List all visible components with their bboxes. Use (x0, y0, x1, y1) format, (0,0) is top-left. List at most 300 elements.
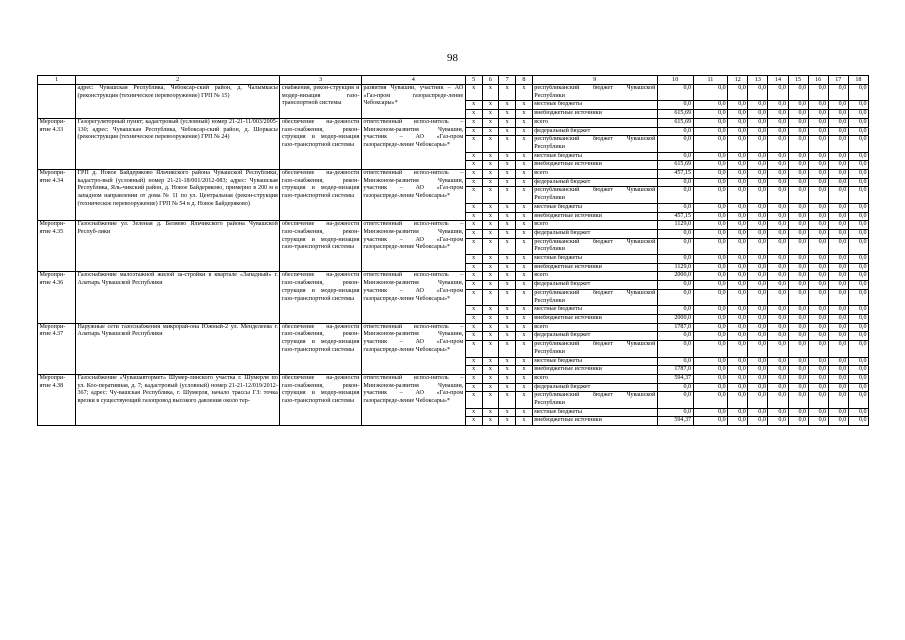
code-cell: x (499, 272, 516, 281)
amount-cell: 0,0 (748, 221, 768, 230)
code-cell: x (465, 383, 482, 392)
amount-cell: 0,0 (728, 255, 748, 264)
code-cell: x (499, 323, 516, 332)
amount-cell: 0,0 (657, 341, 693, 357)
code-cell: x (482, 101, 499, 110)
column-number: 2 (75, 76, 279, 85)
amount-cell: 0,0 (808, 178, 828, 187)
column-number: 5 (465, 76, 482, 85)
amount-cell: 0,0 (748, 374, 768, 383)
amount-cell: 0,0 (728, 332, 748, 341)
funding-source: республиканский бюджет Чувашской Республики (532, 85, 657, 101)
code-cell: x (516, 136, 533, 152)
amount-cell: 0,0 (768, 238, 788, 254)
amount-cell: 0,0 (768, 127, 788, 136)
amount-cell: 0,0 (828, 229, 848, 238)
code-cell: x (499, 85, 516, 101)
code-cell: x (499, 110, 516, 119)
code-cell: x (499, 187, 516, 203)
amount-cell: 0,0 (768, 374, 788, 383)
code-cell: x (499, 212, 516, 221)
activity-executor: ответственный испол-нитель – Минэконом-развития Чувашии, участник – АО «Газ-пром газораспреде-ление Чебоксары»* (361, 221, 465, 272)
amount-cell: 0,0 (768, 229, 788, 238)
amount-cell: 0,0 (748, 392, 768, 408)
amount-cell: 0,0 (788, 332, 808, 341)
funding-source: федеральный бюджет (532, 229, 657, 238)
amount-cell: 0,0 (788, 178, 808, 187)
amount-cell: 0,0 (848, 161, 868, 170)
activity-executor: ответственный испол-нитель – Минэконом-развития Чувашии, участник – АО «Газ-пром газораспреде-ление Чебоксары»* (361, 272, 465, 323)
amount-cell: 0,0 (728, 392, 748, 408)
activity-label: Меропри-ятие 4.37 (38, 323, 76, 374)
column-number: 8 (516, 76, 533, 85)
code-cell: x (516, 332, 533, 341)
amount-cell: 0,0 (657, 408, 693, 417)
activity-name: ГРП д. Новое Байдеряково Яльчикского района Чувашской Республики, кадастро-вый (условный) номер 21-21-18/001/2012-083; адрес: Чувашская Республика, Яль-чикский район, д. Новое Байдеряково, примерно в 200 м в западном направлении от дома № 11 по ул. Центральная (рекон-струкция (техническое перевооружение) ГРП № 54 в д. Новое Байдеряково) (75, 170, 279, 221)
code-cell: x (482, 392, 499, 408)
amount-cell: 0,0 (808, 170, 828, 179)
amount-cell: 0,0 (768, 203, 788, 212)
code-cell: x (516, 314, 533, 323)
amount-cell: 0,0 (788, 263, 808, 272)
amount-cell: 0,0 (657, 306, 693, 315)
code-cell: x (465, 332, 482, 341)
amount-cell: 0,0 (848, 136, 868, 152)
code-cell: x (465, 118, 482, 127)
amount-cell: 0,0 (693, 238, 728, 254)
code-cell: x (499, 203, 516, 212)
code-cell: x (465, 101, 482, 110)
funding-source: республиканский бюджет Чувашской Республики (532, 392, 657, 408)
activity-executor: ответственный испол-нитель – Минэконом-развития Чувашии, участник – АО «Газ-пром газораспреде-ление Чебоксары»* (361, 374, 465, 425)
code-cell: x (499, 281, 516, 290)
amount-cell: 0,0 (828, 383, 848, 392)
amount-cell: 0,0 (728, 289, 748, 305)
funding-source: республиканский бюджет Чувашской Республики (532, 341, 657, 357)
amount-cell: 0,0 (788, 408, 808, 417)
code-cell: x (465, 255, 482, 264)
program-table (37, 75, 869, 426)
code-cell: x (499, 392, 516, 408)
amount-cell: 0,0 (808, 127, 828, 136)
amount-cell: 0,0 (657, 383, 693, 392)
table-row (38, 118, 869, 127)
column-number: 10 (657, 76, 693, 85)
amount-cell: 0,0 (728, 212, 748, 221)
funding-source: всего (532, 374, 657, 383)
code-cell: x (482, 85, 499, 101)
amount-cell: 0,0 (808, 118, 828, 127)
code-cell: x (465, 187, 482, 203)
amount-cell: 0,0 (728, 272, 748, 281)
amount-cell: 0,0 (728, 263, 748, 272)
code-cell: x (516, 229, 533, 238)
amount-cell: 0,0 (808, 203, 828, 212)
code-cell: x (482, 118, 499, 127)
amount-cell: 0,0 (788, 314, 808, 323)
code-cell: x (482, 212, 499, 221)
amount-cell: 0,0 (848, 178, 868, 187)
amount-cell: 615,69 (657, 161, 693, 170)
amount-cell: 0,0 (788, 272, 808, 281)
amount-cell: 0,0 (657, 392, 693, 408)
amount-cell: 0,0 (828, 332, 848, 341)
amount-cell: 0,0 (848, 306, 868, 315)
amount-cell: 0,0 (808, 110, 828, 119)
amount-cell: 0,0 (808, 255, 828, 264)
amount-cell: 0,0 (728, 229, 748, 238)
code-cell: x (465, 323, 482, 332)
amount-cell: 0,0 (808, 187, 828, 203)
amount-cell: 0,0 (768, 417, 788, 426)
amount-cell: 0,0 (657, 178, 693, 187)
amount-cell: 0,0 (828, 238, 848, 254)
amount-cell: 0,0 (848, 263, 868, 272)
amount-cell: 0,0 (693, 314, 728, 323)
activity-goal: снабжения, рекон-струкция и модер-низация газо-транспортной системы (280, 85, 362, 119)
code-cell: x (516, 238, 533, 254)
amount-cell: 0,0 (748, 306, 768, 315)
amount-cell: 0,0 (748, 314, 768, 323)
code-cell: x (482, 323, 499, 332)
amount-cell: 0,0 (788, 341, 808, 357)
amount-cell: 0,0 (693, 127, 728, 136)
code-cell: x (499, 101, 516, 110)
activity-name: Наружные сети газоснабжения микрорай-она Южный-2 ул. Менделеева г. Алатырь Чувашской Республики (75, 323, 279, 374)
code-cell: x (499, 136, 516, 152)
amount-cell: 0,0 (748, 289, 768, 305)
amount-cell: 0,0 (788, 161, 808, 170)
code-cell: x (516, 383, 533, 392)
amount-cell: 0,0 (693, 392, 728, 408)
amount-cell: 0,0 (693, 110, 728, 119)
amount-cell: 0,0 (728, 408, 748, 417)
amount-cell: 0,0 (768, 263, 788, 272)
amount-cell: 0,0 (808, 341, 828, 357)
amount-cell: 0,0 (693, 136, 728, 152)
amount-cell: 0,0 (848, 392, 868, 408)
code-cell: x (482, 127, 499, 136)
code-cell: x (482, 357, 499, 366)
amount-cell: 0,0 (748, 170, 768, 179)
amount-cell: 0,0 (768, 323, 788, 332)
amount-cell: 0,0 (808, 366, 828, 375)
amount-cell: 0,0 (828, 289, 848, 305)
code-cell: x (516, 101, 533, 110)
amount-cell: 0,0 (693, 281, 728, 290)
amount-cell: 0,0 (788, 238, 808, 254)
amount-cell: 0,0 (828, 85, 848, 101)
code-cell: x (516, 366, 533, 375)
code-cell: x (499, 357, 516, 366)
amount-cell: 0,0 (808, 85, 828, 101)
amount-cell: 0,0 (848, 85, 868, 101)
amount-cell: 0,0 (828, 366, 848, 375)
amount-cell: 0,0 (768, 221, 788, 230)
code-cell: x (465, 306, 482, 315)
code-cell: x (482, 229, 499, 238)
amount-cell: 0,0 (828, 152, 848, 161)
amount-cell: 0,0 (828, 281, 848, 290)
amount-cell: 0,0 (848, 152, 868, 161)
amount-cell: 0,0 (748, 203, 768, 212)
amount-cell: 0,0 (748, 85, 768, 101)
code-cell: x (482, 110, 499, 119)
amount-cell: 0,0 (808, 229, 828, 238)
activity-name: Газоснабжение малоэтажной жилой за-стройки в квартале «Западный» г. Алатырь Чувашской Республики (75, 272, 279, 323)
code-cell: x (516, 323, 533, 332)
column-number: 15 (788, 76, 808, 85)
amount-cell: 0,0 (768, 170, 788, 179)
code-cell: x (465, 229, 482, 238)
code-cell: x (499, 178, 516, 187)
code-cell: x (482, 332, 499, 341)
activity-name: Газоснабжение ул. Зеленая д. Беляево Яльчикского района Чувашской Респуб-лики (75, 221, 279, 272)
funding-source: федеральный бюджет (532, 281, 657, 290)
amount-cell: 0,0 (657, 203, 693, 212)
amount-cell: 0,0 (728, 357, 748, 366)
funding-source: местные бюджеты (532, 152, 657, 161)
amount-cell: 0,0 (657, 85, 693, 101)
code-cell: x (516, 417, 533, 426)
code-cell: x (516, 110, 533, 119)
amount-cell: 0,0 (848, 118, 868, 127)
amount-cell: 0,0 (728, 417, 748, 426)
amount-cell: 0,0 (848, 110, 868, 119)
activity-goal: обеспечение на-дежности газо-снабжения, рекон-струкция и модер-низация газо-транспортной системы (280, 323, 362, 374)
amount-cell: 0,0 (693, 383, 728, 392)
amount-cell: 0,0 (788, 323, 808, 332)
code-cell: x (499, 306, 516, 315)
activity-label: Меропри-ятие 4.34 (38, 170, 76, 221)
code-cell: x (482, 306, 499, 315)
amount-cell: 0,0 (768, 118, 788, 127)
amount-cell: 0,0 (693, 212, 728, 221)
amount-cell: 0,0 (693, 417, 728, 426)
column-number: 9 (532, 76, 657, 85)
amount-cell: 0,0 (768, 161, 788, 170)
amount-cell: 0,0 (728, 281, 748, 290)
code-cell: x (516, 212, 533, 221)
amount-cell: 0,0 (848, 332, 868, 341)
amount-cell: 0,0 (788, 357, 808, 366)
code-cell: x (516, 161, 533, 170)
code-cell: x (499, 417, 516, 426)
amount-cell: 0,0 (693, 341, 728, 357)
activity-goal: обеспечение на-дежности газо-снабжения, рекон-струкция и модер-низация газо-транспортной системы (280, 374, 362, 425)
code-cell: x (499, 374, 516, 383)
amount-cell: 0,0 (748, 341, 768, 357)
code-cell: x (482, 341, 499, 357)
funding-source: федеральный бюджет (532, 127, 657, 136)
code-cell: x (516, 203, 533, 212)
amount-cell: 0,0 (728, 221, 748, 230)
table-row (38, 85, 869, 101)
amount-cell: 0,0 (808, 212, 828, 221)
amount-cell: 0,0 (657, 289, 693, 305)
amount-cell: 0,0 (768, 332, 788, 341)
amount-cell: 0,0 (808, 374, 828, 383)
amount-cell: 0,0 (788, 392, 808, 408)
amount-cell: 0,0 (828, 417, 848, 426)
amount-cell: 0,0 (828, 187, 848, 203)
amount-cell: 0,0 (828, 255, 848, 264)
code-cell: x (499, 127, 516, 136)
funding-source: внебюджетные источники (532, 212, 657, 221)
amount-cell: 0,0 (808, 323, 828, 332)
code-cell: x (499, 161, 516, 170)
funding-source: республиканский бюджет Чувашской Республики (532, 238, 657, 254)
activity-label: Меропри-ятие 4.38 (38, 374, 76, 425)
amount-cell: 0,0 (748, 229, 768, 238)
amount-cell: 0,0 (693, 323, 728, 332)
amount-cell: 0,0 (808, 357, 828, 366)
amount-cell: 0,0 (768, 85, 788, 101)
code-cell: x (499, 221, 516, 230)
code-cell: x (499, 170, 516, 179)
amount-cell: 0,0 (848, 229, 868, 238)
code-cell: x (482, 152, 499, 161)
amount-cell: 0,0 (848, 272, 868, 281)
amount-cell: 0,0 (848, 289, 868, 305)
code-cell: x (482, 383, 499, 392)
amount-cell: 0,0 (848, 170, 868, 179)
amount-cell: 0,0 (768, 101, 788, 110)
amount-cell: 0,0 (788, 306, 808, 315)
amount-cell: 0,0 (808, 408, 828, 417)
amount-cell: 0,0 (693, 152, 728, 161)
amount-cell: 0,0 (788, 85, 808, 101)
amount-cell: 615,69 (657, 118, 693, 127)
amount-cell: 0,0 (768, 306, 788, 315)
amount-cell: 0,0 (728, 152, 748, 161)
amount-cell: 0,0 (728, 238, 748, 254)
activity-executor: ответственный испол-нитель – Минэконом-развития Чувашии, участник – АО «Газ-пром газораспреде-ление Чебоксары»* (361, 170, 465, 221)
code-cell: x (482, 263, 499, 272)
code-cell: x (465, 417, 482, 426)
funding-source: всего (532, 221, 657, 230)
amount-cell: 0,0 (788, 127, 808, 136)
amount-cell: 0,0 (693, 357, 728, 366)
amount-cell: 0,0 (748, 281, 768, 290)
amount-cell: 615,69 (657, 110, 693, 119)
funding-source: местные бюджеты (532, 255, 657, 264)
code-cell: x (465, 357, 482, 366)
amount-cell: 0,0 (748, 187, 768, 203)
code-cell: x (465, 263, 482, 272)
code-cell: x (516, 281, 533, 290)
amount-cell: 0,0 (848, 212, 868, 221)
amount-cell: 1787,0 (657, 366, 693, 375)
funding-source: внебюджетные источники (532, 366, 657, 375)
amount-cell: 0,0 (693, 229, 728, 238)
funding-source: внебюджетные источники (532, 161, 657, 170)
amount-cell: 0,0 (768, 357, 788, 366)
code-cell: x (499, 366, 516, 375)
code-cell: x (482, 366, 499, 375)
code-cell: x (499, 332, 516, 341)
amount-cell: 0,0 (768, 289, 788, 305)
amount-cell: 0,0 (748, 161, 768, 170)
amount-cell: 0,0 (748, 417, 768, 426)
funding-source: всего (532, 170, 657, 179)
amount-cell: 0,0 (808, 281, 828, 290)
column-number: 17 (828, 76, 848, 85)
amount-cell: 0,0 (768, 383, 788, 392)
code-cell: x (465, 392, 482, 408)
column-number: 7 (499, 76, 516, 85)
activity-name: Газоснабжение «Чувашавтормет» Шумер-линского участка г. Шумерля по ул. Коо-перативная, д. 7; кадастровый (условный) номер 21-21-12/019/2012-367; адрес: Чу-вашская Республика, г. Шумерля, начало трассы ГЗ: точка врезки в существующий газопровод высокого давления около тер- (75, 374, 279, 425)
funding-source: федеральный бюджет (532, 383, 657, 392)
amount-cell: 0,0 (848, 314, 868, 323)
code-cell: x (465, 238, 482, 254)
amount-cell: 457,15 (657, 170, 693, 179)
code-cell: x (499, 255, 516, 264)
code-cell: x (482, 281, 499, 290)
funding-source: внебюджетные источники (532, 263, 657, 272)
code-cell: x (516, 306, 533, 315)
amount-cell: 0,0 (657, 332, 693, 341)
amount-cell: 0,0 (657, 127, 693, 136)
amount-cell: 0,0 (828, 118, 848, 127)
amount-cell: 0,0 (728, 161, 748, 170)
code-cell: x (499, 152, 516, 161)
amount-cell: 0,0 (808, 238, 828, 254)
amount-cell: 0,0 (788, 212, 808, 221)
amount-cell: 0,0 (808, 417, 828, 426)
amount-cell: 0,0 (748, 238, 768, 254)
funding-source: федеральный бюджет (532, 332, 657, 341)
amount-cell: 0,0 (693, 255, 728, 264)
amount-cell: 0,0 (693, 101, 728, 110)
amount-cell: 0,0 (788, 101, 808, 110)
funding-source: местные бюджеты (532, 357, 657, 366)
amount-cell: 0,0 (808, 383, 828, 392)
activity-executor: ответственный испол-нитель – Минэконом-развития Чувашии, участник – АО «Газ-пром газораспреде-ление Чебоксары»* (361, 118, 465, 169)
table-row (38, 170, 869, 179)
amount-cell: 0,0 (788, 203, 808, 212)
code-cell: x (482, 187, 499, 203)
amount-cell: 0,0 (748, 263, 768, 272)
amount-cell: 0,0 (748, 178, 768, 187)
amount-cell: 0,0 (828, 110, 848, 119)
activity-label: Меропри-ятие 4.33 (38, 118, 76, 169)
code-cell: x (516, 408, 533, 417)
activity-name: адрес: Чувашская Республика, Чебоксар-ский район, д. Чалымкасы (реконструкция (техническое перевооружение) ГРП № 15) (75, 85, 279, 119)
amount-cell: 0,0 (848, 323, 868, 332)
amount-cell: 0,0 (657, 187, 693, 203)
amount-cell: 0,0 (768, 366, 788, 375)
amount-cell: 0,0 (768, 178, 788, 187)
table-row (38, 323, 869, 332)
amount-cell: 1129,0 (657, 221, 693, 230)
amount-cell: 0,0 (828, 374, 848, 383)
code-cell: x (465, 161, 482, 170)
amount-cell: 0,0 (693, 170, 728, 179)
amount-cell: 0,0 (728, 170, 748, 179)
code-cell: x (465, 366, 482, 375)
amount-cell: 0,0 (657, 136, 693, 152)
amount-cell: 0,0 (768, 212, 788, 221)
amount-cell: 0,0 (808, 392, 828, 408)
code-cell: x (516, 118, 533, 127)
code-cell: x (482, 408, 499, 417)
funding-source: всего (532, 323, 657, 332)
column-number: 16 (808, 76, 828, 85)
table-row (38, 272, 869, 281)
amount-cell: 0,0 (728, 383, 748, 392)
code-cell: x (499, 238, 516, 254)
